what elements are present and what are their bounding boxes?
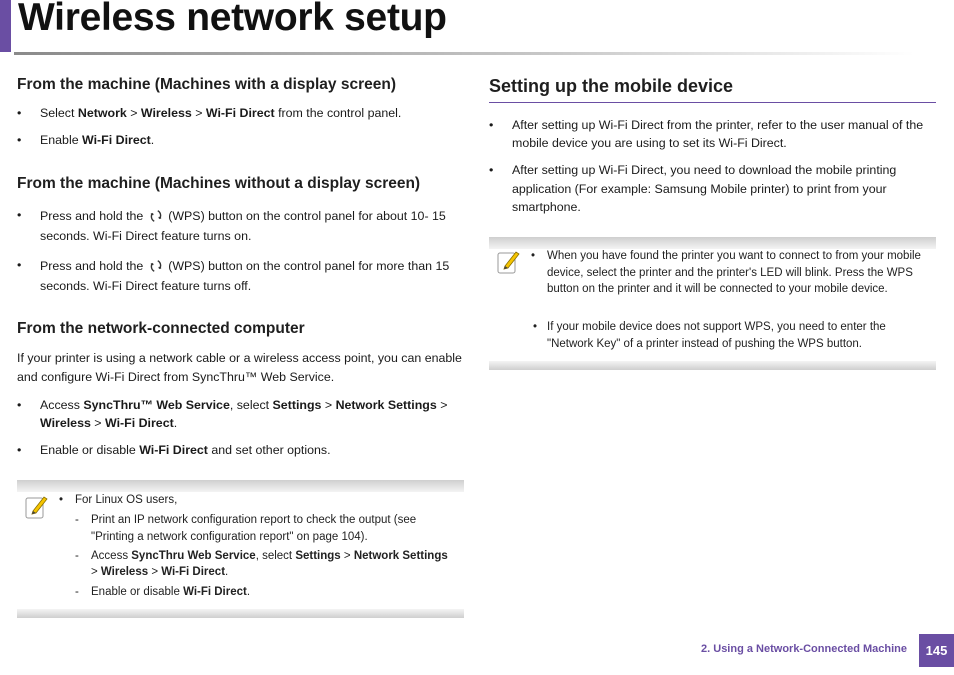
note-text: For Linux OS users, <box>75 494 178 506</box>
note-text: Enable or disable Wi-Fi Direct. <box>91 586 251 598</box>
note-text: When you have found the printer you want to connect to from your mobile device, select the printer and the printer's LED will blink. Press the WPS button on the printer and it will be connected to your mobile device. <box>547 250 921 295</box>
note-text: > Wireless > Wi-Fi Direct. <box>91 566 229 578</box>
section-heading-display: From the machine (Machines with a display screen) <box>17 76 396 93</box>
title-rule <box>14 52 914 55</box>
note-box: • For Linux OS users, - Print an IP network configuration report to check the output (see "Printing a network configuration report" on page 104). - Access SyncThru Web Service, select Settings > Network Settings > Wireless > Wi-Fi Direct. - Enable or disable Wi-Fi Direct. <box>17 480 464 618</box>
list-item: • After setting up Wi-Fi Direct, you need to download the mobile printing application (For example: Samsung Mobile printer) to print from your smartphone. <box>489 163 897 214</box>
note-text: Access SyncThru Web Service, select Settings > Network Settings <box>91 550 448 562</box>
list-item: • Press and hold the (WPS) button on the control panel for about 10- 15 seconds. Wi-Fi Direct feature turns on. <box>17 208 446 243</box>
page-title: Wireless network setup <box>18 0 447 39</box>
note-box: • When you have found the printer you want to connect to from your mobile device, select the printer and the printer's LED will blink. Press the WPS button on the printer and it will be connected to your mobile device. • If your mobile device does not support WPS, you need to enter the "Network Key" of a printer instead of pushing the WPS button. <box>489 237 936 370</box>
wps-icon <box>149 259 163 273</box>
footer-chapter: 2. Using a Network-Connected Machine <box>701 643 907 655</box>
title-accent-bar <box>0 0 11 52</box>
section-heading-no-display: From the machine (Machines without a display screen) <box>17 175 421 192</box>
note-text: If your mobile device does not support WPS, you need to enter the "Network Key" of a printer instead of pushing the WPS button. <box>547 321 886 350</box>
paragraph: If your printer is using a network cable or a wireless access point, you can enable and configure Wi-Fi Direct from SyncThru™ Web Service. <box>17 351 462 384</box>
list-item: • Press and hold the (WPS) button on the control panel for more than 15 seconds. Wi-Fi Direct feature turns off. <box>17 258 450 293</box>
wps-icon <box>149 209 163 223</box>
page-number: 145 <box>919 634 954 667</box>
note-icon <box>25 494 49 520</box>
section-rule <box>489 102 936 103</box>
list-item: • After setting up Wi-Fi Direct from the printer, refer to the user manual of the mobile device you are using to set its Wi-Fi Direct. <box>489 118 924 150</box>
list-item: • Access SyncThru™ Web Service, select Settings > Network Settings > Wireless > Wi-Fi Direct. <box>17 398 448 430</box>
section-heading-mobile: Setting up the mobile device <box>489 76 734 96</box>
section-heading-network-computer: From the network-connected computer <box>17 320 305 337</box>
note-icon <box>497 249 521 275</box>
note-text: Print an IP network configuration report to check the output (see "Printing a network configuration report" on page 104). <box>91 514 417 543</box>
